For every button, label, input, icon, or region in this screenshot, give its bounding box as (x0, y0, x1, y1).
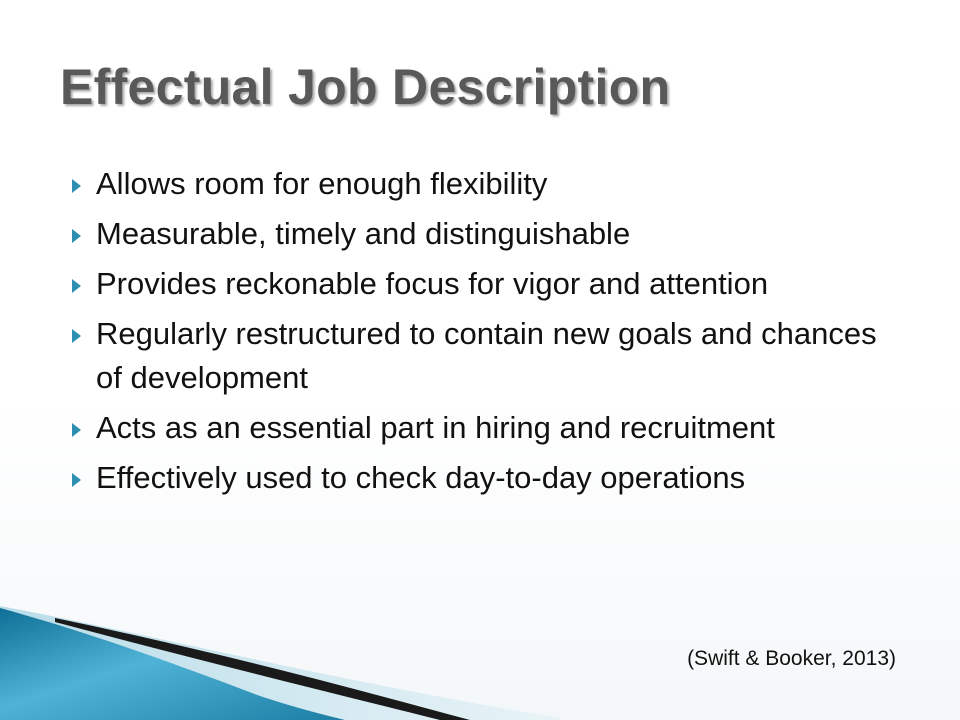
bullet-item (70, 262, 910, 306)
triangle-right-icon (72, 279, 81, 293)
triangle-right-icon (72, 179, 81, 193)
bullet-text: Provides reckonable focus for vigor and attention (96, 266, 769, 301)
bullet-text: Measurable, timely and distinguishable (96, 216, 631, 251)
bullet-item (70, 162, 910, 206)
bullet-text: Acts as an essential part in hiring and recruitment (96, 410, 775, 445)
triangle-right-icon (72, 329, 81, 343)
triangle-right-icon (72, 423, 81, 437)
triangle-right-icon (72, 229, 81, 243)
citation: (Swift & Booker, 2013) (687, 647, 896, 670)
bullet-text: Regularly restructured to contain new goals and chances of development (96, 316, 877, 395)
bullet-item (70, 212, 910, 256)
bullet-item (70, 406, 910, 450)
bullet-item (70, 456, 910, 500)
slide-title: Effectual Job Description (60, 59, 671, 115)
bullet-list (70, 162, 910, 506)
bullet-item (70, 312, 910, 400)
triangle-right-icon (72, 473, 81, 487)
bullet-text: Allows room for enough flexibility (96, 166, 548, 201)
bullet-text: Effectively used to check day-to-day operations (96, 460, 746, 495)
swoosh-decoration (0, 600, 560, 720)
